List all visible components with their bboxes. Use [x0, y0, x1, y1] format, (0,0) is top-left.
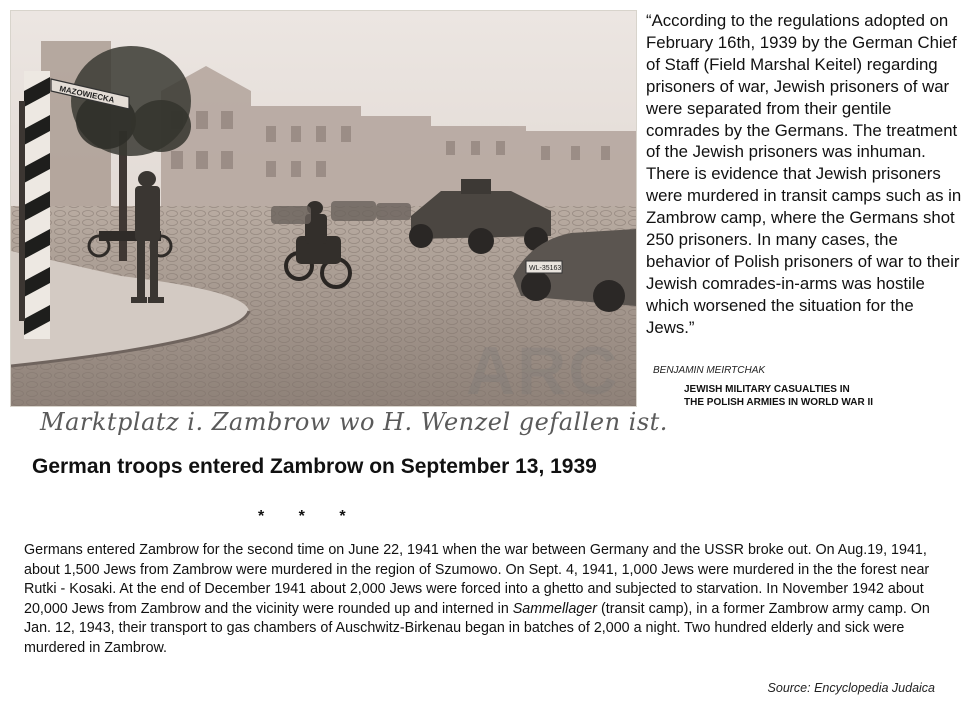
- watermark-text: ARC: [466, 333, 620, 409]
- handwritten-caption: Marktplatz i. Zambrow wo H. Wenzel gefallen ist.: [40, 408, 668, 436]
- book-title-line2: THE POLISH ARMIES IN WORLD WAR II: [684, 396, 874, 408]
- history-paragraph: [24, 541, 959, 659]
- photo-caption: German troops entered Zambrow on September 13, 1939: [32, 455, 597, 478]
- striped-post: [24, 71, 50, 339]
- quote-text: “According to the regulations adopted on February 16th, 1939 by the German Chief of Staff (Field Marshal Keitel) regarding prisoners of war, Jewish prisoners of war were separated from their gentile comrades by the Germans. The treatment of the Jewish prisoners was inhuman. There is evidence that Jewish prisoners were murdered in transit camps such as in Zambrow camp, where the Germans shot 250 prisoners. In many cases, the behavior of Polish prisoners of war to their Jewish comrades-in-arms was hostile which worsened the situation for the Jews.”: [646, 11, 962, 337]
- paragraph-part-2: (transit camp), in a former Zambrow army camp. On Jan. 12, 1943, their transport to gas chambers of Auschwitz-Birkenau began in batches of 2,000 a night. Two hundred elderly and sick were murdered in Zambrow.: [24, 600, 930, 656]
- quote-author: BENJAMIN MEIRTCHAK: [653, 365, 766, 376]
- source-credit: Source: Encyclopedia Judaica: [767, 681, 935, 695]
- section-separator: * * *: [258, 508, 346, 525]
- paragraph-italic-term: Sammellager: [512, 600, 597, 617]
- license-plate-text: WL-35163: [529, 265, 562, 272]
- book-title: [684, 384, 873, 409]
- street-sign-text: MAZOWIECKA: [58, 84, 116, 105]
- book-title-line1: JEWISH MILITARY CASUALTIES IN: [684, 384, 850, 395]
- paragraph-part-1: Germans entered Zambrow for the second time on June 22, 1941 when the war between Germany and the USSR broke out. On Aug.19, 1941, about 1,500 Jews from Zambrow were murdered in the region of Szumowo. On Sept. 4, 1941, 1,000 Jews were murdered in the the forest near Rutki - Kosaki. At the end of December 1941 about 2,000 Jews were forced into a ghetto and subjected to starvation. In November 1942 about 20,000 Jews from Zambrow and the vicinity were rounded up and interned in: [24, 542, 930, 617]
